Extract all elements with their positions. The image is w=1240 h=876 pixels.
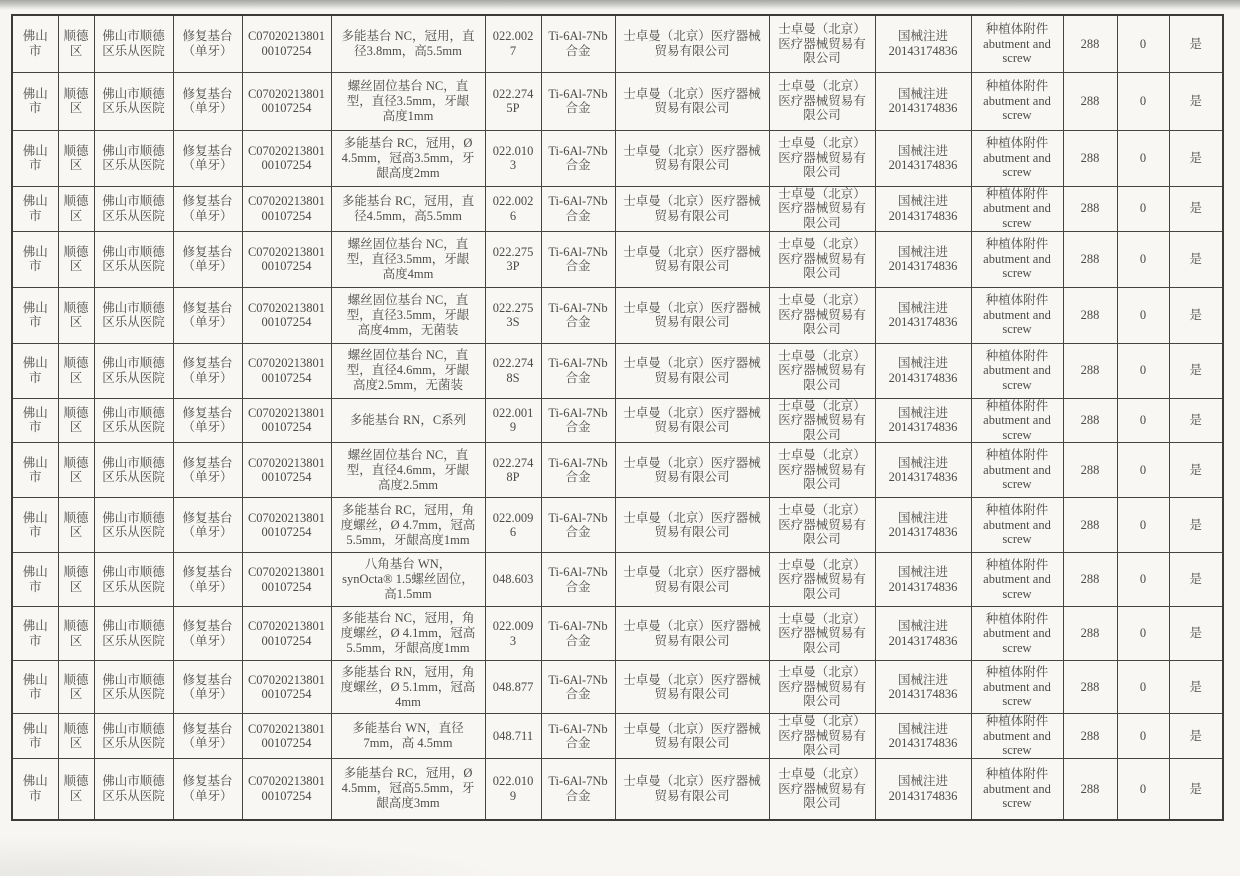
cell-zero-value: 0	[1117, 72, 1169, 130]
cell-product-spec: 螺丝固位基台 NC，直型，直径3.5mm，牙龈高度4mm，无菌装	[331, 287, 485, 343]
cell-agent: 士卓曼（北京）医疗器械贸易有限公司	[769, 130, 875, 186]
cell-price: 288	[1063, 759, 1117, 820]
cell-hospital-code: C0702021380100107254	[242, 72, 331, 130]
cell-city: 佛山市	[12, 72, 58, 130]
cell-accessory-type: 种植体附件 abutment and screw	[971, 343, 1063, 398]
cell-supplier: 士卓曼（北京）医疗器械贸易有限公司	[615, 72, 769, 130]
cell-accessory-type: 种植体附件 abutment and screw	[971, 186, 1063, 231]
cell-city: 佛山市	[12, 443, 58, 498]
table-row	[12, 553, 1223, 607]
cell-material: Ti-6Al-7Nb合金	[541, 130, 615, 186]
cell-material: Ti-6Al-7Nb合金	[541, 231, 615, 287]
cell-district: 顺德区	[58, 607, 94, 661]
cell-city: 佛山市	[12, 287, 58, 343]
table-row	[12, 15, 1223, 72]
cell-hospital-code: C0702021380100107254	[242, 130, 331, 186]
cell-category: 修复基台（单牙）	[173, 607, 242, 661]
cell-agent: 士卓曼（北京）医疗器械贸易有限公司	[769, 553, 875, 607]
cell-article-number: 022.2748S	[485, 343, 541, 398]
cell-hospital: 佛山市顺德区乐从医院	[94, 130, 173, 186]
cell-product-spec: 螺丝固位基台 NC，直型，直径4.6mm，牙龈高度2.5mm，无菌装	[331, 343, 485, 398]
cell-hospital: 佛山市顺德区乐从医院	[94, 498, 173, 553]
table-row	[12, 231, 1223, 287]
cell-price: 288	[1063, 714, 1117, 759]
cell-price: 288	[1063, 498, 1117, 553]
cell-hospital-code: C0702021380100107254	[242, 287, 331, 343]
cell-supplier: 士卓曼（北京）医疗器械贸易有限公司	[615, 287, 769, 343]
cell-category: 修复基台（单牙）	[173, 553, 242, 607]
cell-material: Ti-6Al-7Nb合金	[541, 714, 615, 759]
cell-hospital: 佛山市顺德区乐从医院	[94, 759, 173, 820]
cell-hospital-code: C0702021380100107254	[242, 15, 331, 72]
cell-accessory-type: 种植体附件 abutment and screw	[971, 231, 1063, 287]
cell-listed-flag: 是	[1169, 287, 1223, 343]
cell-category: 修复基台（单牙）	[173, 443, 242, 498]
scanner-shadow-artifact	[0, 836, 520, 876]
cell-category: 修复基台（单牙）	[173, 398, 242, 443]
cell-accessory-type: 种植体附件 abutment and screw	[971, 553, 1063, 607]
cell-listed-flag: 是	[1169, 714, 1223, 759]
cell-registration-number: 国械注进20143174836	[875, 398, 971, 443]
cell-supplier: 士卓曼（北京）医疗器械贸易有限公司	[615, 553, 769, 607]
cell-supplier: 士卓曼（北京）医疗器械贸易有限公司	[615, 15, 769, 72]
table-row	[12, 714, 1223, 759]
cell-accessory-type: 种植体附件 abutment and screw	[971, 287, 1063, 343]
cell-supplier: 士卓曼（北京）医疗器械贸易有限公司	[615, 231, 769, 287]
cell-city: 佛山市	[12, 343, 58, 398]
cell-district: 顺德区	[58, 231, 94, 287]
cell-product-spec: 多能基台 RC，冠用，Ø 4.5mm，冠高5.5mm，牙龈高度3mm	[331, 759, 485, 820]
cell-agent: 士卓曼（北京）医疗器械贸易有限公司	[769, 186, 875, 231]
cell-product-spec: 多能基台 RC，冠用，Ø 4.5mm，冠高3.5mm，牙龈高度2mm	[331, 130, 485, 186]
cell-hospital: 佛山市顺德区乐从医院	[94, 443, 173, 498]
cell-category: 修复基台（单牙）	[173, 661, 242, 714]
cell-agent: 士卓曼（北京）医疗器械贸易有限公司	[769, 231, 875, 287]
cell-zero-value: 0	[1117, 130, 1169, 186]
cell-material: Ti-6Al-7Nb合金	[541, 15, 615, 72]
cell-registration-number: 国械注进20143174836	[875, 661, 971, 714]
table-row	[12, 343, 1223, 398]
cell-registration-number: 国械注进20143174836	[875, 714, 971, 759]
cell-product-spec: 多能基台 NC，冠用，直径3.8mm，高5.5mm	[331, 15, 485, 72]
cell-price: 288	[1063, 231, 1117, 287]
cell-price: 288	[1063, 343, 1117, 398]
cell-hospital-code: C0702021380100107254	[242, 607, 331, 661]
cell-agent: 士卓曼（北京）医疗器械贸易有限公司	[769, 607, 875, 661]
cell-district: 顺德区	[58, 72, 94, 130]
cell-accessory-type: 种植体附件 abutment and screw	[971, 759, 1063, 820]
cell-material: Ti-6Al-7Nb合金	[541, 72, 615, 130]
cell-district: 顺德区	[58, 287, 94, 343]
cell-hospital-code: C0702021380100107254	[242, 661, 331, 714]
cell-article-number: 022.0019	[485, 398, 541, 443]
cell-category: 修复基台（单牙）	[173, 72, 242, 130]
cell-zero-value: 0	[1117, 231, 1169, 287]
cell-article-number: 022.0109	[485, 759, 541, 820]
table-row	[12, 186, 1223, 231]
cell-hospital: 佛山市顺德区乐从医院	[94, 186, 173, 231]
table-row	[12, 443, 1223, 498]
cell-registration-number: 国械注进20143174836	[875, 15, 971, 72]
cell-material: Ti-6Al-7Nb合金	[541, 398, 615, 443]
cell-listed-flag: 是	[1169, 607, 1223, 661]
cell-category: 修复基台（单牙）	[173, 130, 242, 186]
cell-supplier: 士卓曼（北京）医疗器械贸易有限公司	[615, 186, 769, 231]
table-row	[12, 130, 1223, 186]
cell-article-number: 022.2753S	[485, 287, 541, 343]
cell-listed-flag: 是	[1169, 231, 1223, 287]
cell-listed-flag: 是	[1169, 661, 1223, 714]
cell-district: 顺德区	[58, 15, 94, 72]
cell-article-number: 022.2748P	[485, 443, 541, 498]
cell-district: 顺德区	[58, 553, 94, 607]
cell-hospital: 佛山市顺德区乐从医院	[94, 607, 173, 661]
cell-product-spec: 多能基台 WN，直径7mm，高 4.5mm	[331, 714, 485, 759]
cell-article-number: 022.0103	[485, 130, 541, 186]
cell-price: 288	[1063, 72, 1117, 130]
cell-district: 顺德区	[58, 398, 94, 443]
cell-zero-value: 0	[1117, 443, 1169, 498]
cell-zero-value: 0	[1117, 15, 1169, 72]
cell-material: Ti-6Al-7Nb合金	[541, 186, 615, 231]
cell-accessory-type: 种植体附件 abutment and screw	[971, 443, 1063, 498]
cell-hospital-code: C0702021380100107254	[242, 398, 331, 443]
cell-material: Ti-6Al-7Nb合金	[541, 607, 615, 661]
cell-district: 顺德区	[58, 186, 94, 231]
cell-supplier: 士卓曼（北京）医疗器械贸易有限公司	[615, 759, 769, 820]
cell-zero-value: 0	[1117, 498, 1169, 553]
table-body	[12, 15, 1223, 820]
cell-category: 修复基台（单牙）	[173, 186, 242, 231]
cell-registration-number: 国械注进20143174836	[875, 130, 971, 186]
cell-material: Ti-6Al-7Nb合金	[541, 498, 615, 553]
table-row	[12, 72, 1223, 130]
cell-category: 修复基台（单牙）	[173, 498, 242, 553]
cell-price: 288	[1063, 607, 1117, 661]
cell-article-number: 022.2753P	[485, 231, 541, 287]
cell-district: 顺德区	[58, 130, 94, 186]
cell-city: 佛山市	[12, 15, 58, 72]
cell-product-spec: 螺丝固位基台 NC，直型，直径3.5mm，牙龈高度4mm	[331, 231, 485, 287]
cell-agent: 士卓曼（北京）医疗器械贸易有限公司	[769, 714, 875, 759]
cell-hospital-code: C0702021380100107254	[242, 443, 331, 498]
cell-city: 佛山市	[12, 186, 58, 231]
cell-listed-flag: 是	[1169, 130, 1223, 186]
cell-city: 佛山市	[12, 498, 58, 553]
cell-supplier: 士卓曼（北京）医疗器械贸易有限公司	[615, 443, 769, 498]
table-row	[12, 398, 1223, 443]
cell-city: 佛山市	[12, 759, 58, 820]
cell-supplier: 士卓曼（北京）医疗器械贸易有限公司	[615, 714, 769, 759]
cell-category: 修复基台（单牙）	[173, 15, 242, 72]
cell-supplier: 士卓曼（北京）医疗器械贸易有限公司	[615, 398, 769, 443]
cell-hospital: 佛山市顺德区乐从医院	[94, 15, 173, 72]
cell-accessory-type: 种植体附件 abutment and screw	[971, 72, 1063, 130]
cell-listed-flag: 是	[1169, 343, 1223, 398]
cell-hospital-code: C0702021380100107254	[242, 343, 331, 398]
cell-accessory-type: 种植体附件 abutment and screw	[971, 661, 1063, 714]
cell-zero-value: 0	[1117, 607, 1169, 661]
cell-city: 佛山市	[12, 130, 58, 186]
cell-city: 佛山市	[12, 661, 58, 714]
cell-supplier: 士卓曼（北京）医疗器械贸易有限公司	[615, 607, 769, 661]
cell-material: Ti-6Al-7Nb合金	[541, 443, 615, 498]
cell-zero-value: 0	[1117, 759, 1169, 820]
cell-article-number: 022.0026	[485, 186, 541, 231]
cell-listed-flag: 是	[1169, 443, 1223, 498]
cell-district: 顺德区	[58, 498, 94, 553]
cell-city: 佛山市	[12, 607, 58, 661]
cell-hospital: 佛山市顺德区乐从医院	[94, 343, 173, 398]
cell-agent: 士卓曼（北京）医疗器械贸易有限公司	[769, 15, 875, 72]
cell-hospital-code: C0702021380100107254	[242, 759, 331, 820]
cell-agent: 士卓曼（北京）医疗器械贸易有限公司	[769, 661, 875, 714]
cell-hospital-code: C0702021380100107254	[242, 498, 331, 553]
cell-district: 顺德区	[58, 661, 94, 714]
cell-material: Ti-6Al-7Nb合金	[541, 343, 615, 398]
cell-price: 288	[1063, 15, 1117, 72]
cell-product-spec: 多能基台 RC，冠用，直径4.5mm，高5.5mm	[331, 186, 485, 231]
cell-hospital: 佛山市顺德区乐从医院	[94, 661, 173, 714]
cell-district: 顺德区	[58, 343, 94, 398]
cell-zero-value: 0	[1117, 287, 1169, 343]
cell-supplier: 士卓曼（北京）医疗器械贸易有限公司	[615, 130, 769, 186]
cell-material: Ti-6Al-7Nb合金	[541, 759, 615, 820]
cell-district: 顺德区	[58, 714, 94, 759]
cell-listed-flag: 是	[1169, 72, 1223, 130]
cell-product-spec: 螺丝固位基台 NC，直型，直径4.6mm，牙龈高度2.5mm	[331, 443, 485, 498]
cell-article-number: 022.0093	[485, 607, 541, 661]
cell-registration-number: 国械注进20143174836	[875, 287, 971, 343]
cell-accessory-type: 种植体附件 abutment and screw	[971, 15, 1063, 72]
cell-registration-number: 国械注进20143174836	[875, 498, 971, 553]
cell-category: 修复基台（单牙）	[173, 759, 242, 820]
cell-article-number: 048.877	[485, 661, 541, 714]
scanner-edge-artifact	[0, 0, 1240, 10]
cell-accessory-type: 种植体附件 abutment and screw	[971, 398, 1063, 443]
cell-registration-number: 国械注进20143174836	[875, 186, 971, 231]
cell-material: Ti-6Al-7Nb合金	[541, 661, 615, 714]
cell-hospital: 佛山市顺德区乐从医院	[94, 231, 173, 287]
cell-agent: 士卓曼（北京）医疗器械贸易有限公司	[769, 759, 875, 820]
cell-hospital-code: C0702021380100107254	[242, 186, 331, 231]
cell-article-number: 048.711	[485, 714, 541, 759]
cell-registration-number: 国械注进20143174836	[875, 553, 971, 607]
cell-price: 288	[1063, 130, 1117, 186]
cell-registration-number: 国械注进20143174836	[875, 759, 971, 820]
cell-registration-number: 国械注进20143174836	[875, 72, 971, 130]
cell-agent: 士卓曼（北京）医疗器械贸易有限公司	[769, 343, 875, 398]
cell-product-spec: 多能基台 RC，冠用，角度螺丝，Ø 4.7mm，冠高5.5mm，牙龈高度1mm	[331, 498, 485, 553]
cell-city: 佛山市	[12, 553, 58, 607]
cell-agent: 士卓曼（北京）医疗器械贸易有限公司	[769, 72, 875, 130]
cell-price: 288	[1063, 553, 1117, 607]
device-price-table	[11, 14, 1224, 821]
cell-category: 修复基台（单牙）	[173, 343, 242, 398]
table-row	[12, 607, 1223, 661]
cell-price: 288	[1063, 287, 1117, 343]
cell-agent: 士卓曼（北京）医疗器械贸易有限公司	[769, 498, 875, 553]
cell-hospital: 佛山市顺德区乐从医院	[94, 398, 173, 443]
cell-product-spec: 多能基台 RN，C系列	[331, 398, 485, 443]
cell-accessory-type: 种植体附件 abutment and screw	[971, 498, 1063, 553]
cell-agent: 士卓曼（北京）医疗器械贸易有限公司	[769, 398, 875, 443]
cell-zero-value: 0	[1117, 186, 1169, 231]
cell-category: 修复基台（单牙）	[173, 714, 242, 759]
cell-registration-number: 国械注进20143174836	[875, 231, 971, 287]
table-row	[12, 661, 1223, 714]
cell-zero-value: 0	[1117, 661, 1169, 714]
cell-zero-value: 0	[1117, 714, 1169, 759]
cell-registration-number: 国械注进20143174836	[875, 607, 971, 661]
cell-city: 佛山市	[12, 714, 58, 759]
cell-registration-number: 国械注进20143174836	[875, 343, 971, 398]
cell-registration-number: 国械注进20143174836	[875, 443, 971, 498]
cell-supplier: 士卓曼（北京）医疗器械贸易有限公司	[615, 661, 769, 714]
cell-listed-flag: 是	[1169, 553, 1223, 607]
cell-article-number: 022.2745P	[485, 72, 541, 130]
cell-article-number: 048.603	[485, 553, 541, 607]
cell-city: 佛山市	[12, 231, 58, 287]
cell-listed-flag: 是	[1169, 398, 1223, 443]
cell-supplier: 士卓曼（北京）医疗器械贸易有限公司	[615, 498, 769, 553]
cell-zero-value: 0	[1117, 398, 1169, 443]
cell-hospital: 佛山市顺德区乐从医院	[94, 287, 173, 343]
cell-article-number: 022.0027	[485, 15, 541, 72]
cell-listed-flag: 是	[1169, 498, 1223, 553]
table-row	[12, 759, 1223, 820]
cell-hospital-code: C0702021380100107254	[242, 553, 331, 607]
cell-product-spec: 螺丝固位基台 NC，直型，直径3.5mm，牙龈高度1mm	[331, 72, 485, 130]
cell-price: 288	[1063, 186, 1117, 231]
cell-product-spec: 八角基台 WN，synOcta® 1.5螺丝固位，高1.5mm	[331, 553, 485, 607]
cell-zero-value: 0	[1117, 343, 1169, 398]
cell-zero-value: 0	[1117, 553, 1169, 607]
cell-agent: 士卓曼（北京）医疗器械贸易有限公司	[769, 287, 875, 343]
cell-listed-flag: 是	[1169, 759, 1223, 820]
cell-price: 288	[1063, 443, 1117, 498]
cell-price: 288	[1063, 661, 1117, 714]
cell-city: 佛山市	[12, 398, 58, 443]
cell-price: 288	[1063, 398, 1117, 443]
cell-district: 顺德区	[58, 443, 94, 498]
cell-agent: 士卓曼（北京）医疗器械贸易有限公司	[769, 443, 875, 498]
cell-accessory-type: 种植体附件 abutment and screw	[971, 607, 1063, 661]
cell-supplier: 士卓曼（北京）医疗器械贸易有限公司	[615, 343, 769, 398]
cell-accessory-type: 种植体附件 abutment and screw	[971, 714, 1063, 759]
cell-article-number: 022.0096	[485, 498, 541, 553]
cell-hospital-code: C0702021380100107254	[242, 231, 331, 287]
table-row	[12, 287, 1223, 343]
cell-listed-flag: 是	[1169, 15, 1223, 72]
cell-category: 修复基台（单牙）	[173, 231, 242, 287]
cell-material: Ti-6Al-7Nb合金	[541, 287, 615, 343]
cell-product-spec: 多能基台 RN，冠用，角度螺丝，Ø 5.1mm，冠高4mm	[331, 661, 485, 714]
cell-material: Ti-6Al-7Nb合金	[541, 553, 615, 607]
cell-listed-flag: 是	[1169, 186, 1223, 231]
cell-product-spec: 多能基台 NC，冠用，角度螺丝，Ø 4.1mm，冠高5.5mm，牙龈高度1mm	[331, 607, 485, 661]
cell-hospital: 佛山市顺德区乐从医院	[94, 553, 173, 607]
cell-hospital: 佛山市顺德区乐从医院	[94, 72, 173, 130]
table-row	[12, 498, 1223, 553]
cell-category: 修复基台（单牙）	[173, 287, 242, 343]
cell-district: 顺德区	[58, 759, 94, 820]
cell-accessory-type: 种植体附件 abutment and screw	[971, 130, 1063, 186]
cell-hospital: 佛山市顺德区乐从医院	[94, 714, 173, 759]
cell-hospital-code: C0702021380100107254	[242, 714, 331, 759]
